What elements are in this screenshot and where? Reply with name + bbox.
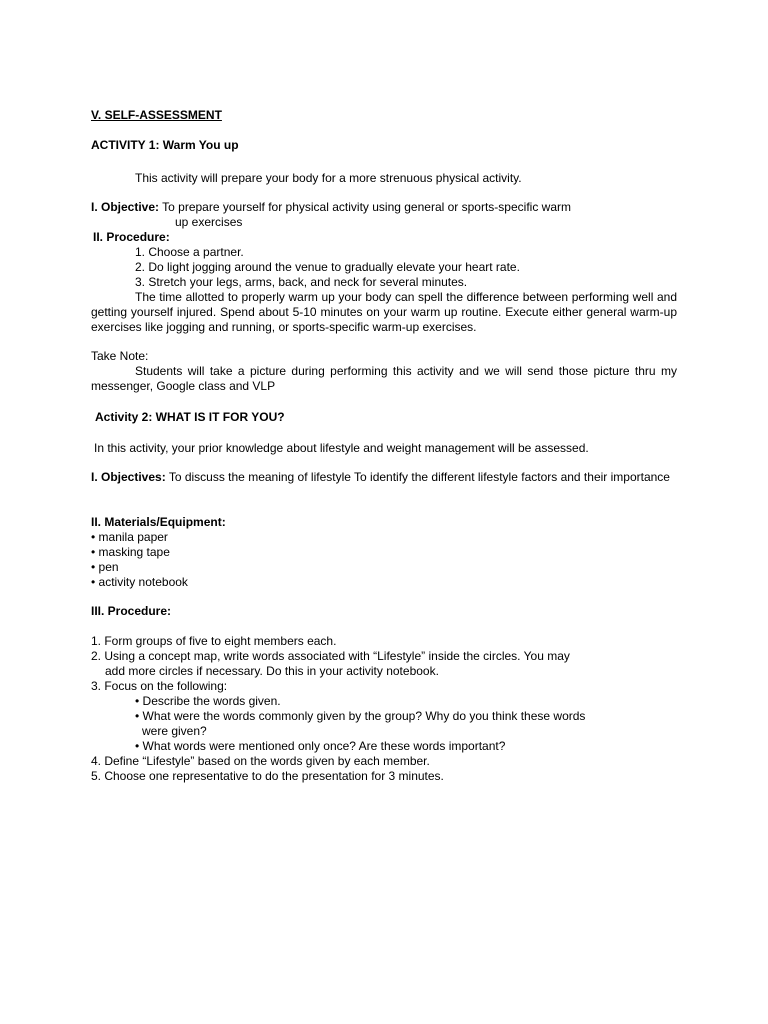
activity1-paragraph: The time allotted to properly warm up your body can spell the difference between performing well and getting yourself injured. Spend about 5-10 minutes on your warm up routine. Execute either general warm-up exercises like jogging and running, or sports-specific warm-up exercises. <box>91 290 677 334</box>
activity1-procedure-label: II. Procedure: <box>93 230 170 244</box>
material-item: • pen <box>91 560 119 574</box>
activity2-objectives <box>91 470 677 485</box>
objectives-text: To discuss the meaning of lifestyle To identify the different lifestyle factors and their importance <box>165 470 670 484</box>
step-item-cont: add more circles if necessary. Do this in your activity notebook. <box>105 664 439 678</box>
activity2-procedure-label: III. Procedure: <box>91 604 172 618</box>
step-item: 3. Stretch your legs, arms, back, and neck for several minutes. <box>135 275 468 289</box>
activity1-intro: This activity will prepare your body for a more strenuous physical activity. <box>135 171 522 185</box>
material-item: • masking tape <box>91 545 170 559</box>
step-item: 1. Choose a partner. <box>135 245 244 259</box>
activity1-objective <box>91 200 677 230</box>
objective-text: To prepare yourself for physical activity using general or sports-specific warm <box>159 200 571 214</box>
activity1-title: ACTIVITY 1: Warm You up <box>91 138 239 152</box>
step-item: 5. Choose one representative to do the presentation for 3 minutes. <box>91 769 444 783</box>
activity1-steps <box>91 245 677 290</box>
objective-text-cont: up exercises <box>175 215 243 229</box>
step-item: 4. Define “Lifestyle” based on the words given by each member. <box>91 754 430 768</box>
activity2-steps <box>91 634 677 784</box>
activity1-note <box>91 349 677 394</box>
activity2-materials <box>91 515 677 590</box>
section-title: V. SELF-ASSESSMENT <box>91 108 222 122</box>
step-item: 2. Using a concept map, write words associated with “Lifestyle” inside the circles. You may <box>91 649 570 663</box>
sub-item-cont: were given? <box>142 724 207 738</box>
sub-item: • Describe the words given. <box>135 694 281 708</box>
activity2-title-text: Activity 2: WHAT IS IT FOR YOU? <box>95 410 285 424</box>
material-item: • manila paper <box>91 530 168 544</box>
step-item: 1. Form groups of five to eight members each. <box>91 634 337 648</box>
sub-item: • What words were mentioned only once? Are these words important? <box>135 739 506 753</box>
activity2-title <box>95 410 681 425</box>
objective-label: I. Objective: <box>91 200 160 214</box>
materials-label: II. Materials/Equipment: <box>91 515 226 529</box>
note-text: Students will take a picture during performing this activity and we will send those picture thru my messenger, Google class and VLP <box>91 364 677 393</box>
material-item: • activity notebook <box>91 575 188 589</box>
note-label: Take Note: <box>91 349 149 363</box>
step-item: 3. Focus on the following: <box>91 679 228 693</box>
activity2-intro: In this activity, your prior knowledge about lifestyle and weight management will be assessed. <box>94 441 589 455</box>
step-item: 2. Do light jogging around the venue to gradually elevate your heart rate. <box>135 260 520 274</box>
objectives-label: I. Objectives: <box>91 470 166 484</box>
sub-item: • What were the words commonly given by the group? Why do you think these words <box>135 709 586 723</box>
